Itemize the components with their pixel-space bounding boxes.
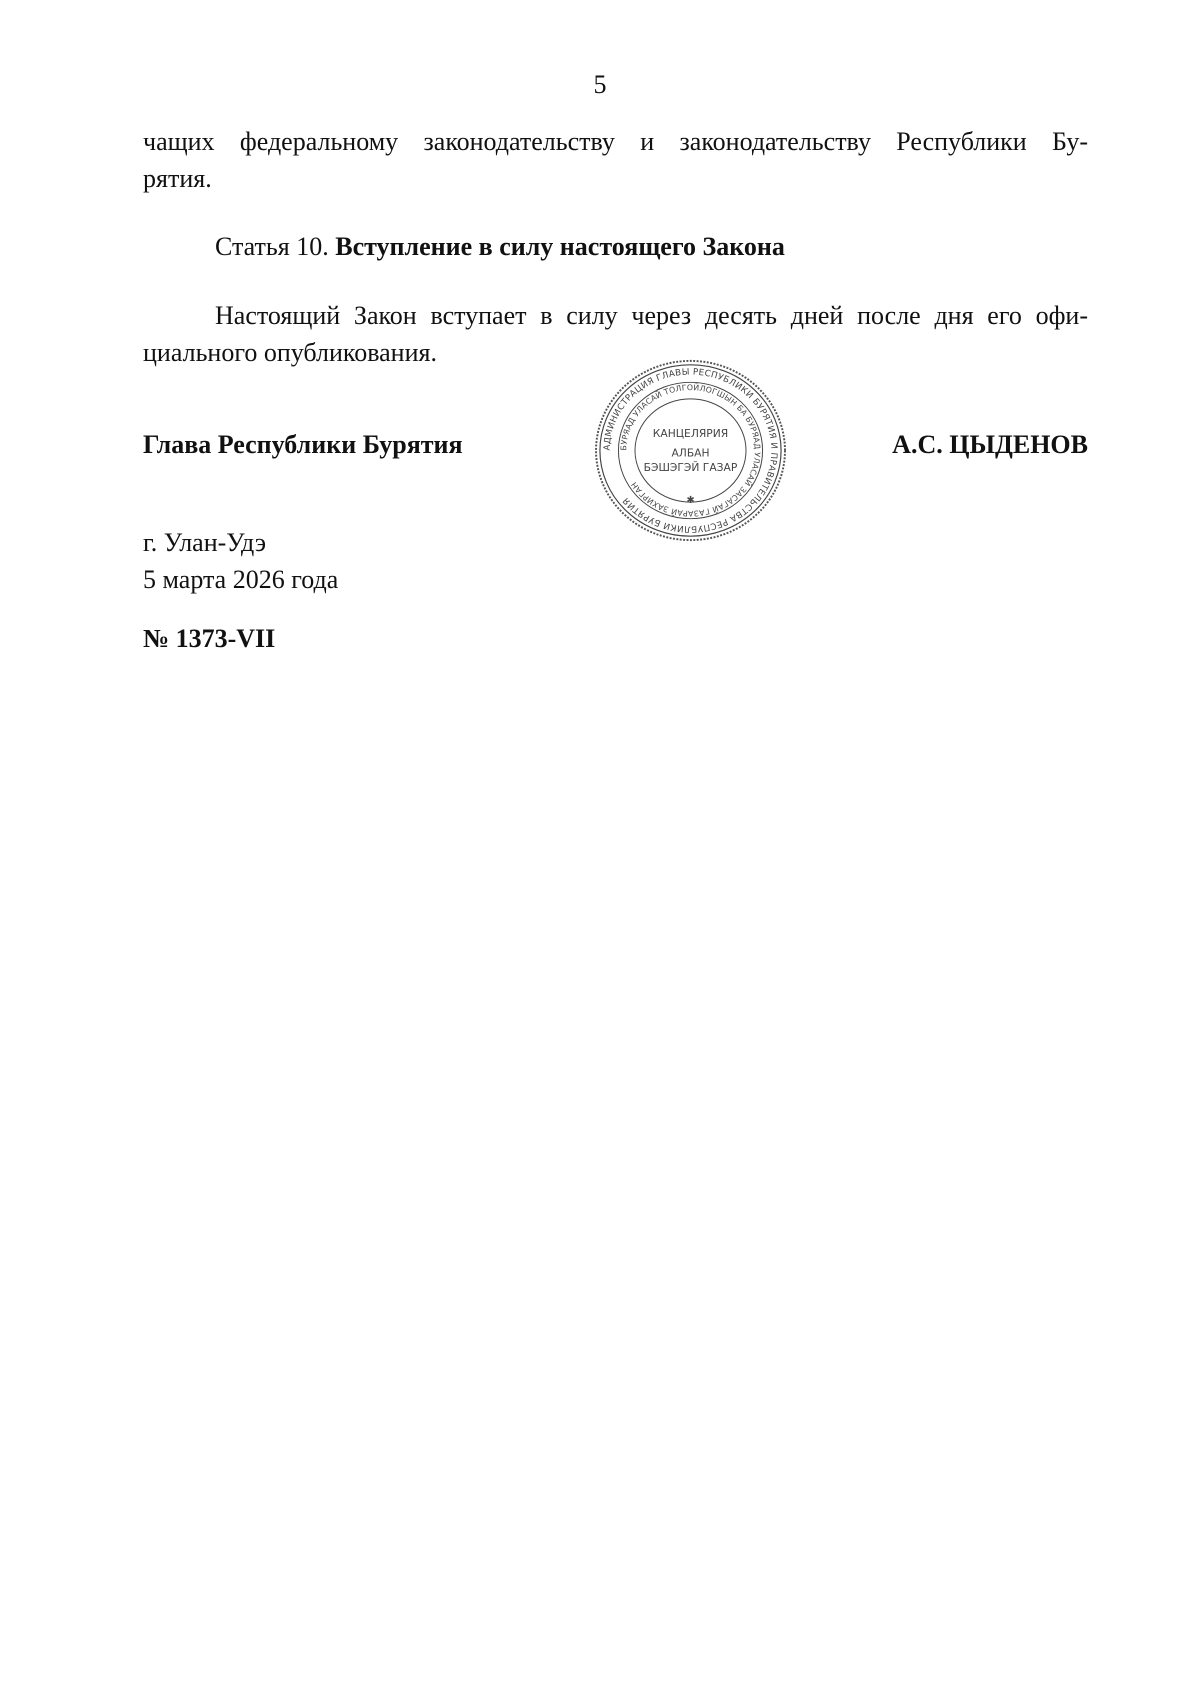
- place-of-signing: г. Улан-Удэ: [143, 528, 267, 557]
- stamp-center-line-3: БЭШЭГЭЙ ГАЗАР: [643, 460, 738, 474]
- continued-paragraph-line-2: рятия.: [143, 164, 212, 193]
- law-number: № 1373-VII: [143, 624, 276, 653]
- signatory-name: А.С. ЦЫДЕНОВ: [892, 430, 1088, 459]
- signatory-position: Глава Республики Бурятия: [143, 430, 463, 459]
- article-number: Статья 10.: [215, 232, 329, 261]
- stamp-outer-text: АДМИНИСТРАЦИЯ ГЛАВЫ РЕСПУБЛИКИ БУРЯТИЯ И ПРАВИТЕЛЬСТВА РЕСПУБЛИКИ БУРЯТИЯ: [602, 367, 779, 534]
- signing-date: 5 марта 2026 года: [143, 565, 339, 594]
- stamp-center-line-1: КАНЦЕЛЯРИЯ: [652, 426, 729, 440]
- article-body-line-1: Настоящий Закон вступает в силу через десять дней после дня его офи-: [215, 301, 1088, 330]
- article-heading: [143, 228, 1088, 265]
- stamp-inner-text: БУРЯАД УЛАСАЙ ТОЛГОЙЛОГШЫН БА БУРЯАД УЛАСАЙ ЗАСАГАЙ ГАЗАРАЙ ЗАХИРГАН: [619, 383, 762, 518]
- article-title: Вступление в силу настоящего Закона: [335, 232, 785, 261]
- official-seal-stamp: [593, 357, 788, 544]
- continued-paragraph-line-1: чащих федеральному законодательству и законодательству Республики Бу-: [143, 127, 1088, 156]
- stamp-center-line-2: АЛБАН: [671, 446, 710, 460]
- stamp-star-icon: ✱: [686, 495, 695, 507]
- article-body-line-2: циального опубликования.: [143, 338, 437, 367]
- page-number: 5: [593, 70, 607, 99]
